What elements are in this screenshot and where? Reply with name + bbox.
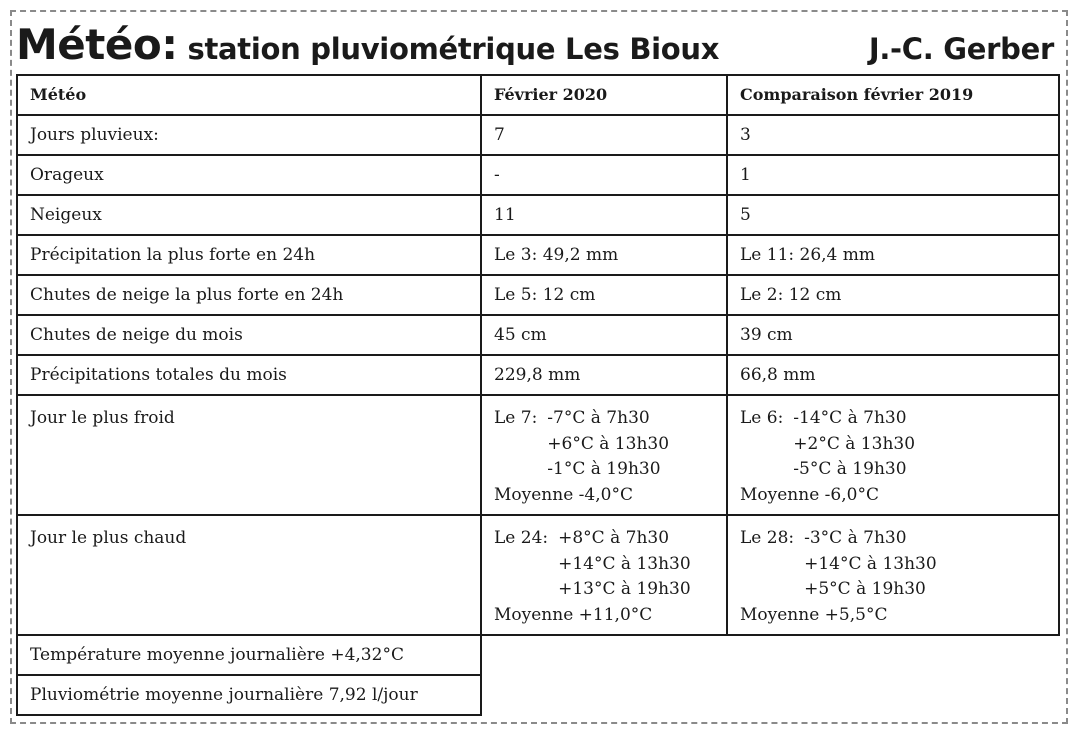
table-row	[17, 315, 1059, 355]
value-feb-2019: Le 11: 26,4 mm	[727, 235, 1059, 275]
table-row-average-temperature	[17, 635, 1059, 675]
author-name: J.-C. Gerber	[868, 32, 1054, 66]
table-row-warmest-day	[17, 515, 1059, 635]
day-label: Le 6:	[740, 408, 784, 428]
table-row	[17, 115, 1059, 155]
value-feb-2019: Le 2: 12 cm	[727, 275, 1059, 315]
temp-midday: +14°C à 13h30	[804, 553, 937, 574]
table-row	[17, 235, 1059, 275]
row-label: Jour le plus froid	[17, 395, 481, 515]
day-label: Le 28:	[740, 528, 795, 548]
temp-average: Moyenne -4,0°C	[494, 484, 633, 505]
row-label: Chutes de neige la plus forte en 24h	[17, 275, 481, 315]
temp-morning: -7°C à 7h30	[547, 408, 650, 428]
row-label: Jour le plus chaud	[17, 515, 481, 635]
table-header-row	[17, 75, 1059, 115]
table-row	[17, 355, 1059, 395]
temp-morning: -3°C à 7h30	[804, 528, 907, 548]
temp-midday: +14°C à 13h30	[558, 553, 691, 574]
column-header-feb-2019: Comparaison février 2019	[727, 75, 1059, 115]
page-header	[16, 20, 1054, 74]
row-label: Chutes de neige du mois	[17, 315, 481, 355]
table-row	[17, 195, 1059, 235]
temp-midday: +6°C à 13h30	[547, 433, 670, 454]
temp-average: Moyenne +11,0°C	[494, 604, 653, 625]
value-feb-2020: 11	[481, 195, 727, 235]
temp-midday: +2°C à 13h30	[793, 433, 916, 454]
table-row-coldest-day	[17, 395, 1059, 515]
value-feb-2019: 1	[727, 155, 1059, 195]
value-feb-2019: 3	[727, 115, 1059, 155]
coldest-feb-2019	[727, 395, 1059, 515]
coldest-feb-2020	[481, 395, 727, 515]
temp-evening: +5°C à 19h30	[804, 579, 926, 599]
table-row	[17, 155, 1059, 195]
value-feb-2020: 7	[481, 115, 727, 155]
row-label: Précipitation la plus forte en 24h	[17, 235, 481, 275]
temp-evening: +13°C à 19h30	[558, 579, 691, 599]
warmest-feb-2019	[727, 515, 1059, 635]
page-subtitle: station pluviométrique Les Bioux	[187, 32, 720, 66]
day-label: Le 7:	[494, 408, 538, 428]
value-feb-2019: 39 cm	[727, 315, 1059, 355]
day-label: Le 24:	[494, 528, 549, 548]
value-feb-2020: -	[481, 155, 727, 195]
value-feb-2020: Le 3: 49,2 mm	[481, 235, 727, 275]
temp-evening: -5°C à 19h30	[793, 459, 907, 479]
row-label: Précipitations totales du mois	[17, 355, 481, 395]
value-feb-2020: Le 5: 12 cm	[481, 275, 727, 315]
value-feb-2019: 5	[727, 195, 1059, 235]
page-title: Météo:	[16, 20, 178, 69]
column-header-feb-2020: Février 2020	[481, 75, 727, 115]
average-rainfall: Pluviométrie moyenne journalière 7,92 l/jour	[17, 675, 481, 715]
row-label: Neigeux	[17, 195, 481, 235]
value-feb-2020: 45 cm	[481, 315, 727, 355]
temp-evening: -1°C à 19h30	[547, 459, 661, 479]
value-feb-2019: 66,8 mm	[727, 355, 1059, 395]
temp-morning: +8°C à 7h30	[558, 528, 670, 548]
row-label: Orageux	[17, 155, 481, 195]
warmest-feb-2020	[481, 515, 727, 635]
average-temperature: Température moyenne journalière +4,32°C	[17, 635, 481, 675]
temp-average: Moyenne +5,5°C	[740, 604, 888, 625]
row-label: Jours pluvieux:	[17, 115, 481, 155]
column-header-meteo: Météo	[17, 75, 481, 115]
temp-average: Moyenne -6,0°C	[740, 484, 879, 505]
temp-morning: -14°C à 7h30	[793, 408, 907, 428]
table-row-average-rainfall	[17, 675, 1059, 715]
weather-table	[16, 74, 1060, 716]
value-feb-2020: 229,8 mm	[481, 355, 727, 395]
table-row	[17, 275, 1059, 315]
